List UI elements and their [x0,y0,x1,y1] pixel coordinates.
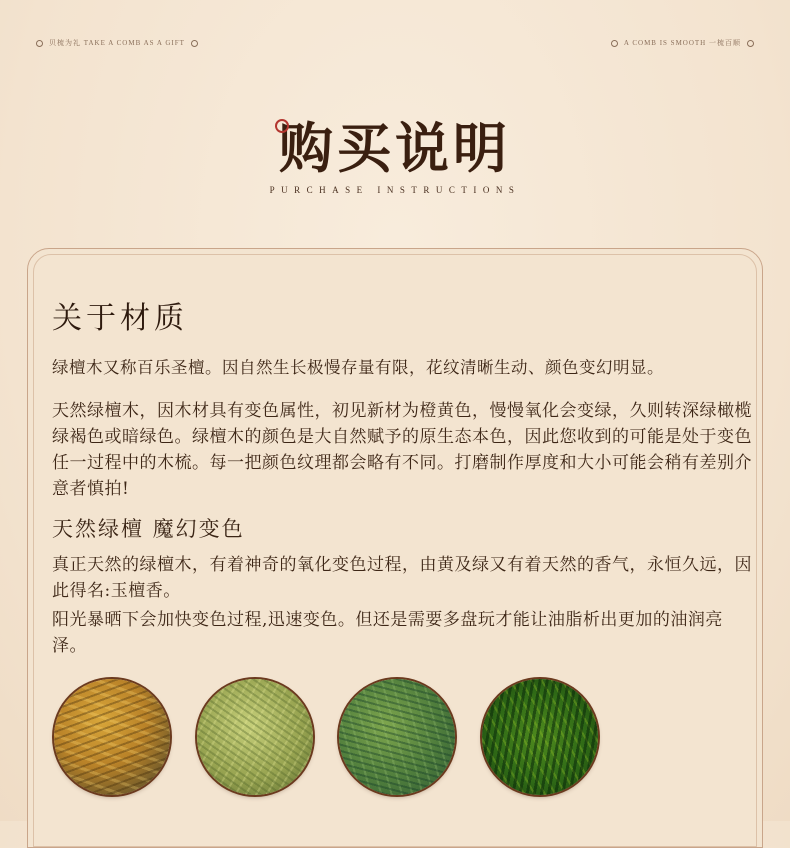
page-title: 购买说明 [279,116,511,180]
wood-swatch-light-green-icon [197,679,313,795]
page-title-block [279,113,511,183]
circle-icon [191,40,198,47]
wood-color-swatches [52,679,612,799]
red-circle-icon [275,119,289,133]
color-change-paragraph-2: 阳光暴晒下会加快变色过程,迅速变色。但还是需要多盘玩才能让油脂析出更加的油润亮泽。 [52,610,723,656]
page-subtitle: PURCHASE INSTRUCTIONS [269,185,521,195]
page-header [0,113,790,195]
color-change-heading: 天然绿檀 魔幻变色 [52,517,245,541]
top-left-tagline [36,36,198,50]
top-left-tagline-text: 贝梳为礼 TAKE A COMB AS A GIFT [49,39,185,47]
wood-swatch-green-icon [339,679,455,795]
material-paragraph-1: 绿檀木又称百乐圣檀。因自然生长极慢存量有限，花纹清晰生动、颜色变幻明显。 [52,358,664,377]
top-right-tagline [611,36,754,50]
circle-icon [611,40,618,47]
circle-icon [747,40,754,47]
material-paragraph-2: 天然绿檀木，因木材具有变色属性，初见新材为橙黄色，慢慢氧化会变绿，久则转深绿橄榄绿褐色或暗绿色。绿檀木的颜色是大自然赋予的原生态本色，因此您收到的可能是处于变色任一过程中的木梳。每一把颜色纹理都会略有不同。打磨制作厚度和大小可能会稍有差别介意者慎拍! [52,401,752,499]
material-heading: 关于材质 [52,301,188,336]
wood-swatch-yellow-icon [54,679,170,795]
color-change-paragraph-1: 真正天然的绿檀木，有着神奇的氧化变色过程，由黄及绿又有着天然的香气，永恒久远，因此得名:玉檀香。 [52,555,752,601]
circle-icon [36,40,43,47]
wood-swatch-dark-green-icon [482,679,598,795]
top-right-tagline-text: A COMB IS SMOOTH 一梳百顺 [623,39,741,47]
